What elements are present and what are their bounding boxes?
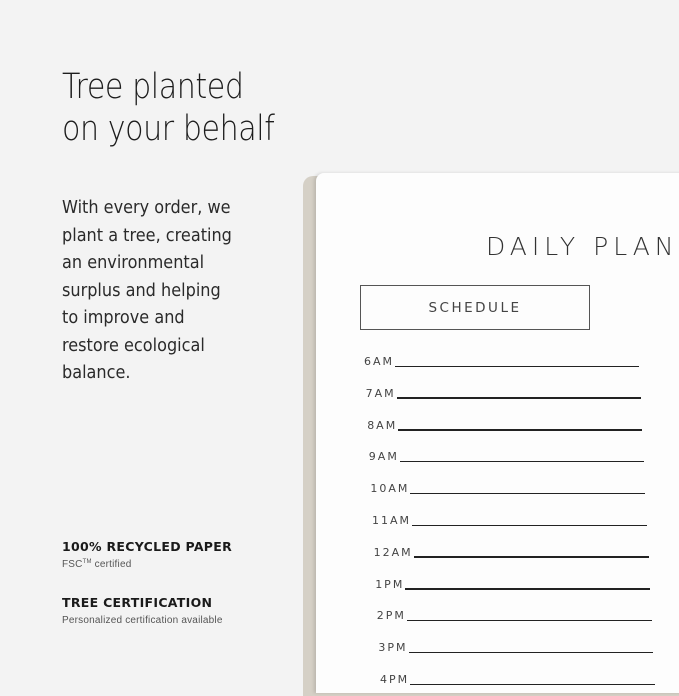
time-write-line [397, 397, 641, 399]
schedule-label: SCHEDULE [428, 299, 522, 316]
time-row [374, 543, 679, 559]
feature-tree-certification [62, 595, 223, 626]
headline [62, 66, 274, 150]
time-row [377, 606, 679, 622]
time-write-line [410, 684, 655, 686]
time-row [372, 511, 679, 527]
time-label: 9AM [368, 450, 399, 464]
time-label: 7AM [365, 386, 396, 400]
body-line: balance. [62, 363, 131, 383]
time-label: 1PM [375, 577, 405, 591]
time-write-line [405, 588, 650, 590]
time-write-line [412, 525, 647, 527]
time-row [369, 447, 679, 463]
time-row [375, 575, 679, 591]
body-line: surplus and helping [62, 280, 221, 301]
body-line: to improve and [62, 308, 185, 328]
time-write-line [414, 556, 649, 558]
time-row [364, 352, 679, 368]
feature-recycled-paper [62, 539, 232, 570]
time-label: 2PM [376, 609, 406, 623]
time-row [367, 416, 679, 432]
body-line: plant a tree, creating [62, 225, 232, 246]
body-line: restore ecological [62, 335, 205, 356]
body-line: an environmental [62, 253, 205, 273]
headline-line-2: on your behalf [62, 109, 275, 149]
time-row [378, 638, 679, 654]
body-copy [62, 195, 255, 388]
time-row [380, 670, 679, 686]
time-write-line [400, 461, 644, 463]
schedule-box [360, 285, 590, 330]
time-label: 3PM [378, 641, 408, 655]
time-write-line [409, 652, 654, 654]
time-label: 6AM [364, 355, 395, 368]
time-label: 11AM [372, 514, 412, 527]
time-label: 12AM [373, 545, 413, 559]
feature-title: 100% RECYCLED PAPER [62, 539, 233, 554]
planner-title: DAILY PLAN [486, 232, 679, 261]
body-line: With every order, we [62, 198, 231, 218]
time-write-line [398, 429, 642, 431]
feature-subtitle: FSC™ certified [62, 559, 132, 570]
time-label: 4PM [380, 673, 410, 686]
time-write-line [410, 493, 645, 495]
time-write-line [395, 366, 639, 368]
feature-title: TREE CERTIFICATION [62, 595, 213, 610]
headline-line-1: Tree planted [62, 67, 244, 107]
time-row [366, 384, 679, 400]
time-label: 10AM [370, 482, 410, 496]
feature-subtitle: Personalized certification available [62, 615, 223, 626]
time-write-line [407, 620, 652, 622]
time-label: 8AM [367, 418, 398, 432]
time-row [370, 479, 679, 495]
